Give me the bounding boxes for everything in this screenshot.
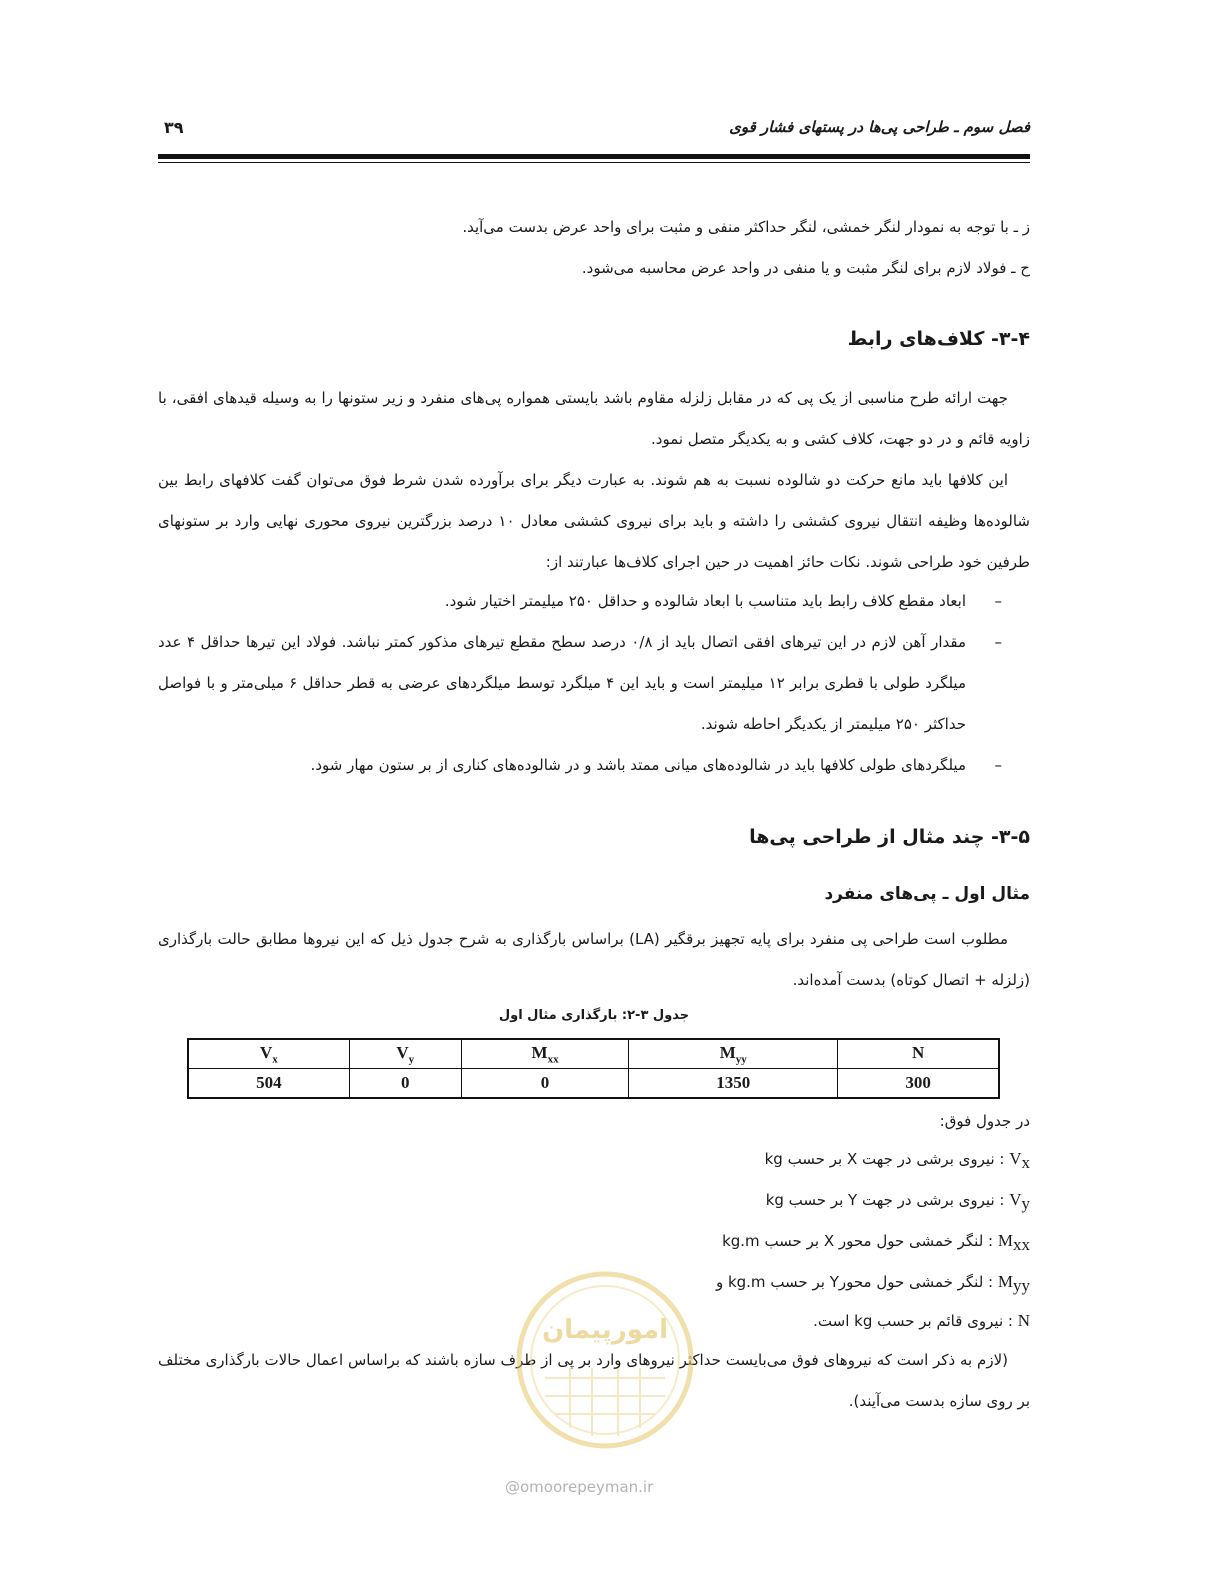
section-heading-3-4: ۳-۴- کلاف‌های رابط [847,328,1030,350]
bullet-text: میلگردهای طولی کلافها باید در شالوده‌های میانی ممتد باشد و در شالوده‌های کناری از بر ستون مهار شود. [310,756,966,774]
bullet-text: مقدار آهن لازم در این تیرهای افقی اتصال باید از ۰/۸ درصد سطح مقطع تیرهای مذکور کمتر نباشد. فولاد این تیرها حداقل ۴ عدد میلگرد طولی با قطری برابر ۱۲ میلیمتر است و باید این ۴ میلگرد توسط میلگردهای عرضی به قطر حداقل ۶ میلی‌متر و با فواصل حداکثر ۲۵۰ میلیمتر از یکدیگر احاطه شوند. [158,633,966,733]
bullet-item [158,622,1002,745]
page-header [158,118,1030,148]
table-cell: 504 [188,1069,349,1099]
definitions-intro: در جدول فوق: [939,1112,1030,1130]
table-cell: 0 [349,1069,461,1099]
bullet-item [158,581,1002,622]
at-icon: @ [505,1478,520,1496]
watermark-logo [500,1268,710,1453]
bullet-text: ابعاد مقطع کلاف رابط باید متناسب با ابعاد شالوده و حداقل ۲۵۰ میلیمتر اختیار شود. [444,592,966,610]
header-rule-thin [158,162,1030,163]
example-description: مطلوب است طراحی پی منفرد برای پایه تجهیز برقگیر (LA) براساس بارگذاری به شرح جدول ذیل که این نیروها مطابق حالت بارگذاری (زلزله + اتصال کوتاه) بدست آمده‌اند. [158,930,1030,989]
table-header-cell: $V_x$ [188,1039,349,1069]
example-subheading: مثال اول ـ پی‌های منفرد [824,884,1030,904]
table-header-cell: $M_{xx}$ [461,1039,628,1069]
bullet-dash: – [994,633,1002,651]
svg-text:امورپیمان: امورپیمان [541,1315,669,1345]
watermark-url: @omoorepeyman.ir [505,1478,654,1496]
table-cell: 300 [838,1069,999,1099]
page-number: ۳۹ [164,118,184,137]
definition-item: $V_y$ : نیروی برشی در جهت Y بر حسب kg [765,1190,1030,1213]
chapter-title: فصل سوم ـ طراحی پی‌ها در پستهای فشار قوی [729,118,1030,136]
note-paragraph: (لازم به ذکر است که نیروهای فوق می‌بایست حداکثر نیروهای وارد بر پی از طرف سازه باشند که براساس اعمال حالات بارگذاری مختلف بر روی سازه بدست می‌آیند). [158,1351,1030,1410]
header-rule-thick [158,154,1030,159]
definition-item: $V_x$ : نیروی برشی در جهت X بر حسب kg [764,1149,1030,1172]
table-header-cell: N [838,1039,999,1069]
section-3-4-para-1: جهت ارائه طرح مناسبی از یک پی که در مقابل زلزله مقاوم باشد بایستی همواره پی‌های منفرد و زیر ستونها را به وسیله قیدهای افقی، با زاویه قائم و در دو جهت، کلاف کشی و به یکدیگر متصل نمود. [158,389,1030,448]
table-header-cell: $V_y$ [349,1039,461,1069]
bullet-dash: – [994,756,1002,774]
definition-item: $M_{yy}$ : لنگر خمشی حول محورY بر حسب kg.m و [715,1272,1030,1295]
intro-line-z: ز ـ با توجه به نمودار لنگر خمشی، لنگر حداکثر منفی و مثبت برای واحد عرض بدست می‌آید. [462,218,1030,236]
table-caption: جدول ۳-۲: بارگذاری مثال اول [498,1008,690,1023]
definition-item: $M_{xx}$ : لنگر خمشی حول محور X بر حسب kg.m [722,1231,1030,1254]
intro-line-h: ح ـ فولاد لازم برای لنگر مثبت و یا منفی در واحد عرض محاسبه می‌شود. [581,259,1030,277]
section-3-4-para-2: این کلافها باید مانع حرکت دو شالوده نسبت به هم شوند. به عبارت دیگر برای برآورده شدن شرط فوق می‌توان گفت کلافهای رابط بین شالوده‌ها وظیفه انتقال نیروی کششی را داشته و باید برای نیروی کششی معادل ۱۰ درصد بزرگترین نیروی محوری نهایی وارد بر ستونهای طرفین خود طراحی شوند. نکات حائز اهمیت در حین اجرای کلاف‌ها عبارتند از: [158,471,1030,571]
table-header-row [188,1039,999,1069]
table-cell: 0 [461,1069,628,1099]
table-header-cell: $M_{yy}$ [629,1039,838,1069]
loading-table [187,1038,1000,1099]
definition-item: N : نیروی قائم بر حسب kg است. [813,1311,1030,1330]
bullet-item [158,745,1002,786]
section-heading-3-5: ۳-۵- چند مثال از طراحی پی‌ها [749,826,1030,848]
bullet-dash: – [994,592,1002,610]
table-row [188,1069,999,1099]
table-cell: 1350 [629,1069,838,1099]
